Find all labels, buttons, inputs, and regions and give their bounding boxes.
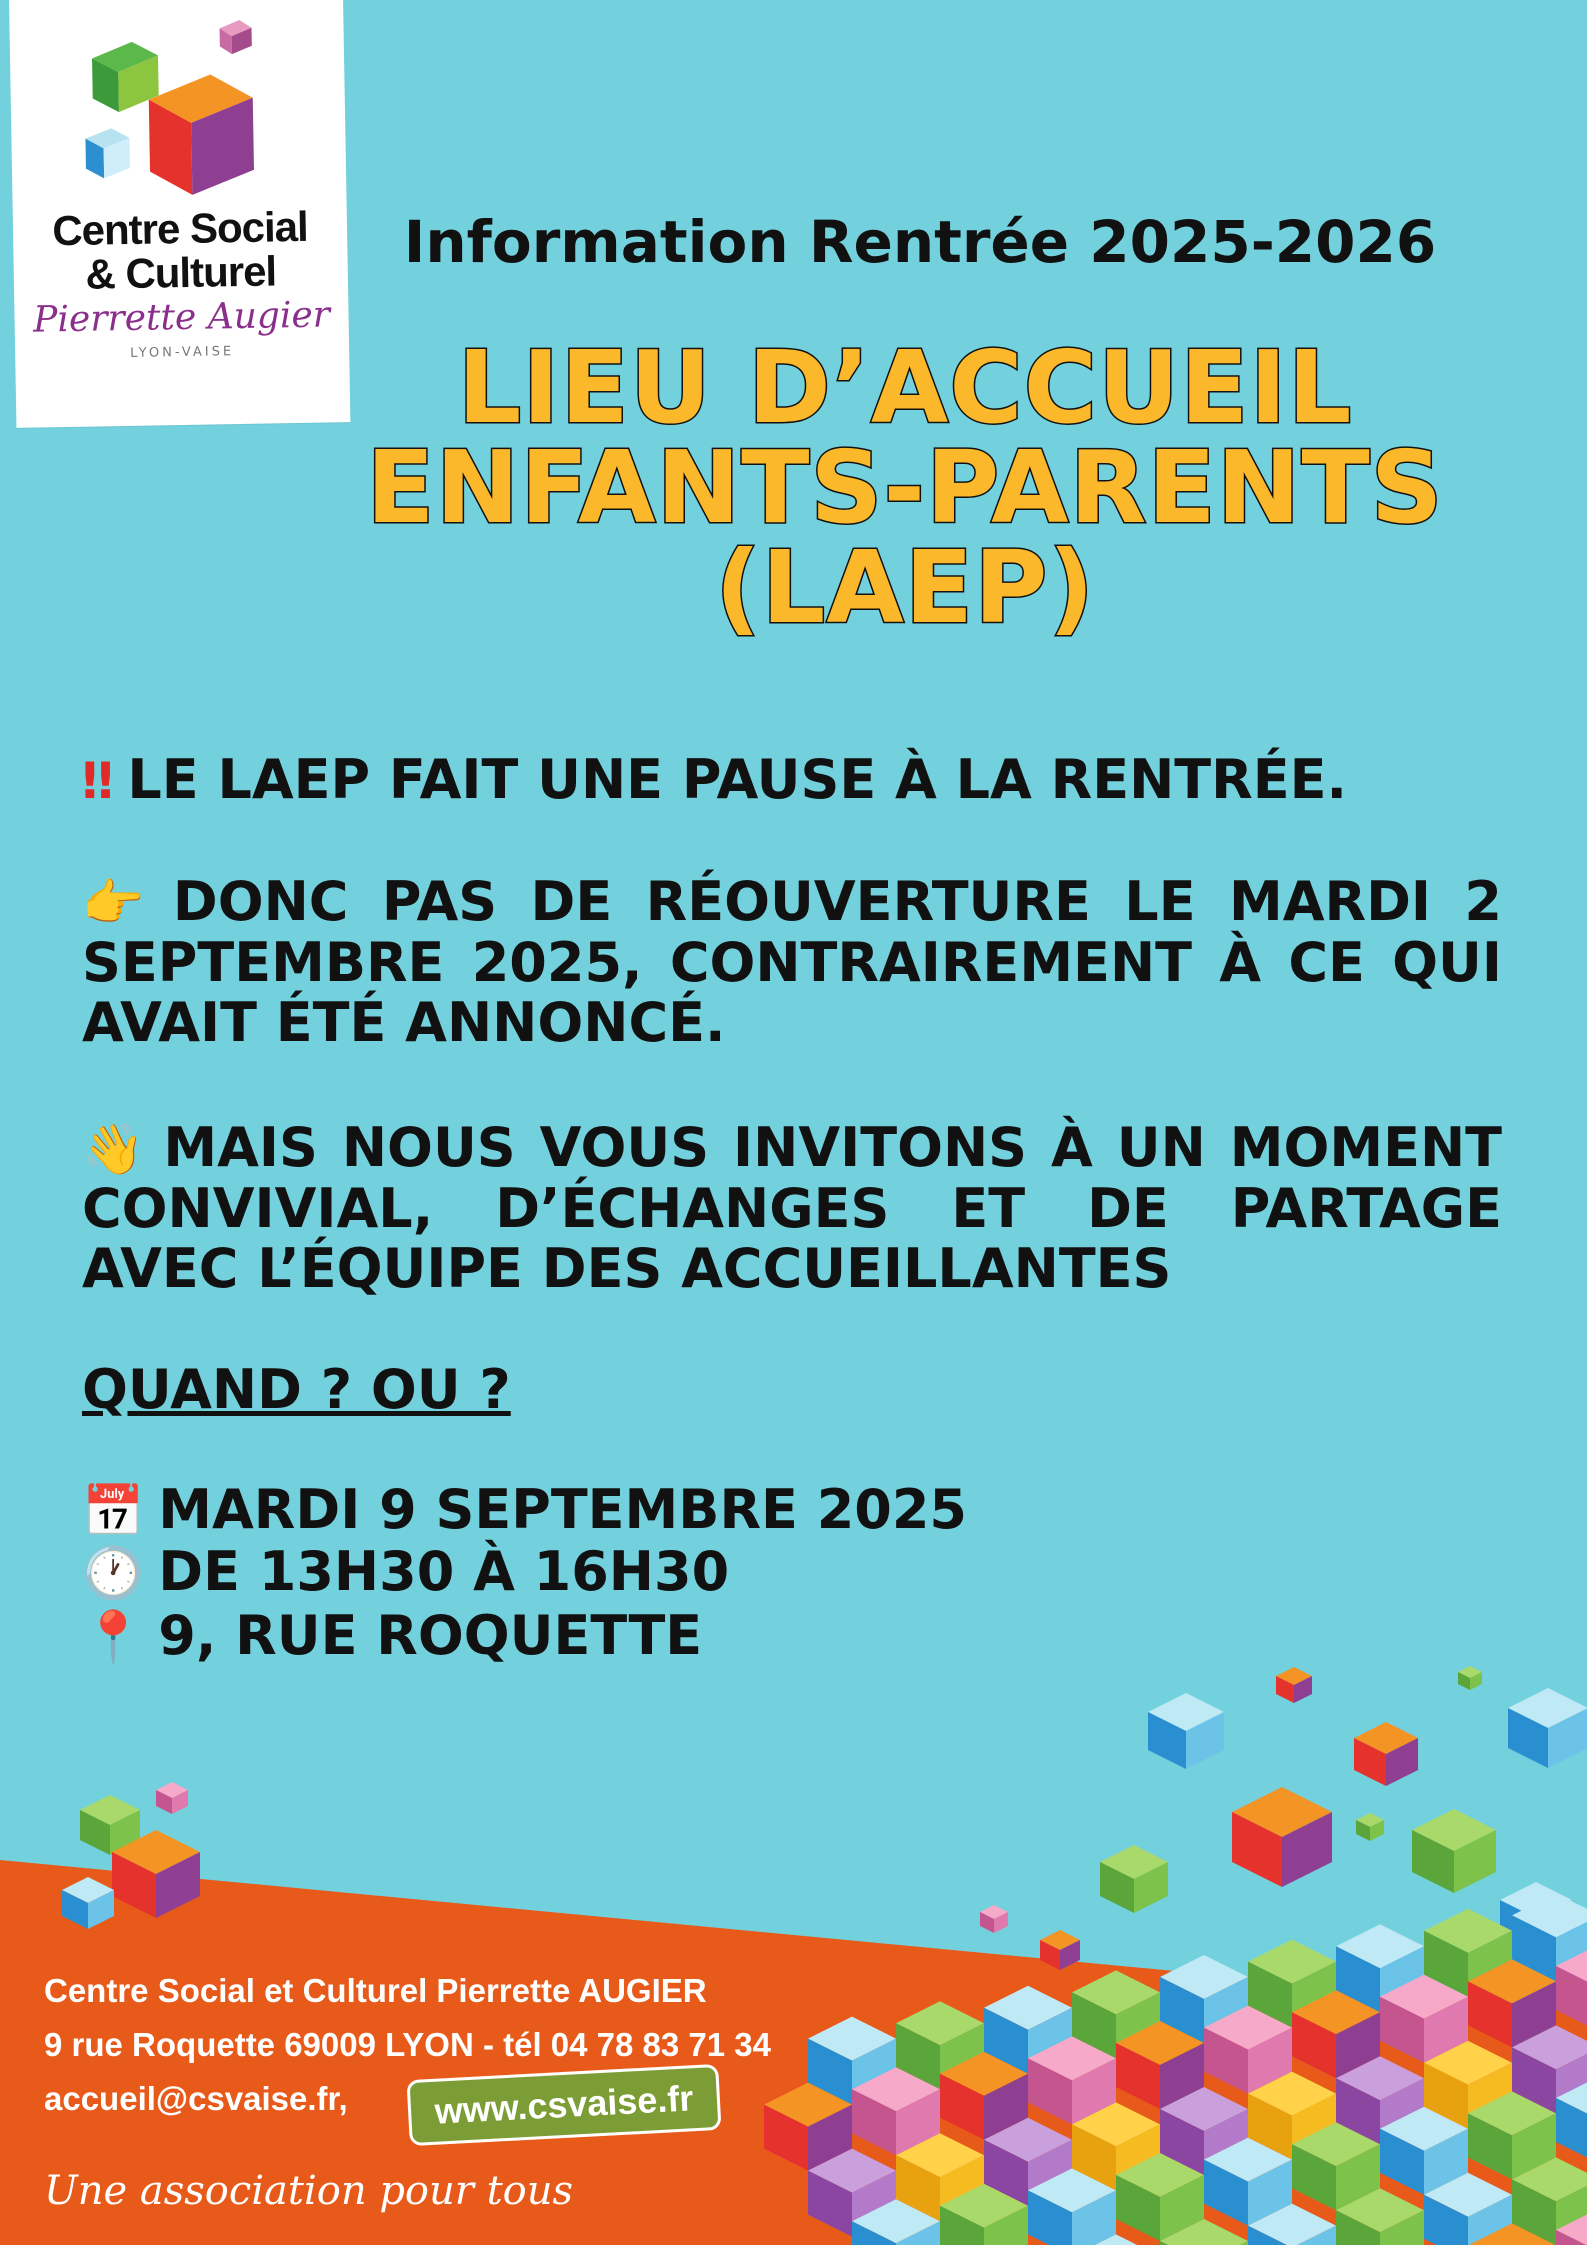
calendar-icon: 📅: [82, 1482, 145, 1540]
place-text: 9, RUE ROQUETTE: [158, 1604, 703, 1667]
footer-tagline: Une association pour tous: [44, 2168, 574, 2214]
no-reopen-text: DONC PAS DE RÉOUVERTURE LE MARDI 2 SEPTEMBRE 2025, CONTRAIREMENT À CE QUI AVAIT ÉTÉ ANNONCÉ.: [82, 870, 1502, 1054]
title-line-3: (LAEP): [714, 529, 1096, 646]
pointing-hand-icon: 👉: [82, 874, 159, 932]
website-link[interactable]: www.csvaise.fr: [406, 2064, 721, 2146]
pin-icon: 📍: [82, 1608, 145, 1666]
title-line-1: LIEU D’ACCUEIL: [457, 329, 1353, 446]
invite-text: MAIS NOUS VOUS INVITONS À UN MOMENT CONVIVIAL, D’ÉCHANGES ET DE PARTAGE AVEC L’ÉQUIPE DES ACCUEILLANTES: [82, 1116, 1502, 1300]
logo-city: LYON-VAISE: [130, 344, 235, 361]
waving-hand-icon: 👋: [82, 1120, 150, 1178]
logo-script-name: Pierrette Augier: [32, 294, 331, 341]
clock-icon: 🕐: [82, 1544, 145, 1602]
double-exclamation-icon: ‼: [82, 752, 114, 810]
when-where-heading: QUAND ? OU ?: [82, 1358, 511, 1421]
footer-org-name: Centre Social et Culturel Pierrette AUGIER: [44, 1972, 707, 2009]
logo-text-line2: & Culturel: [85, 247, 277, 298]
title-line-2: ENFANTS-PARENTS: [366, 429, 1444, 546]
time-text: DE 13H30 À 16H30: [158, 1540, 730, 1603]
page-subtitle: Information Rentrée 2025-2026: [403, 208, 1437, 276]
date-text: MARDI 9 SEPTEMBRE 2025: [158, 1478, 967, 1541]
pause-text: LE LAEP FAIT UNE PAUSE À LA RENTRÉE.: [127, 748, 1347, 811]
logo-text-line1: Centre Social: [51, 202, 309, 255]
footer-email-link[interactable]: accueil@csvaise.fr,: [44, 2080, 348, 2117]
footer-address: 9 rue Roquette 69009 LYON - tél 04 78 83 71 34: [44, 2026, 771, 2063]
